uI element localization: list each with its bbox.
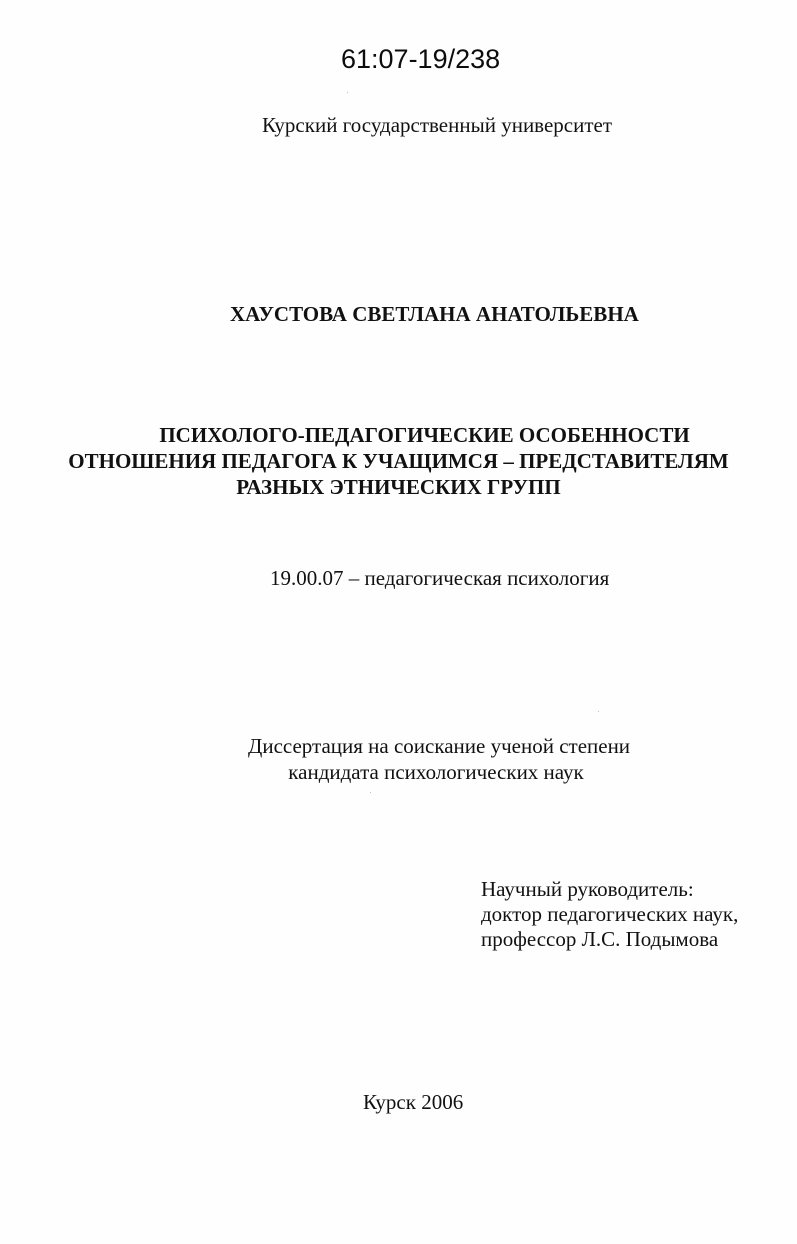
scan-speck bbox=[370, 792, 371, 793]
title-line-1: ПСИХОЛОГО-ПЕДАГОГИЧЕСКИЕ ОСОБЕННОСТИ bbox=[159, 423, 690, 447]
title-line-2: ОТНОШЕНИЯ ПЕДАГОГА К УЧАЩИМСЯ – ПРЕДСТАВИТЕЛЯМ bbox=[68, 449, 729, 473]
city-year: Курск 2006 bbox=[363, 1090, 464, 1114]
degree-line-2: кандидата психологических наук bbox=[288, 760, 584, 784]
university-name: Курский государственный университет bbox=[262, 113, 613, 137]
scan-speck bbox=[598, 711, 599, 712]
degree-statement bbox=[248, 733, 631, 785]
specialty-code: 19.00.07 – педагогическая психология bbox=[270, 566, 610, 590]
supervisor-name: профессор Л.С. Подымова bbox=[481, 927, 719, 951]
author-name: ХАУСТОВА СВЕТЛАНА АНАТОЛЬЕВНА bbox=[230, 302, 639, 326]
supervisor-label: Научный руководитель: bbox=[481, 877, 694, 901]
degree-line-1: Диссертация на соискание ученой степени bbox=[248, 734, 631, 758]
catalog-number: 61:07-19/238 bbox=[341, 44, 501, 74]
scan-speck bbox=[347, 92, 348, 93]
supervisor-block bbox=[481, 877, 738, 952]
dissertation-title bbox=[0, 422, 797, 500]
supervisor-degree: доктор педагогических наук, bbox=[481, 902, 739, 926]
title-line-3: РАЗНЫХ ЭТНИЧЕСКИХ ГРУПП bbox=[236, 475, 561, 499]
